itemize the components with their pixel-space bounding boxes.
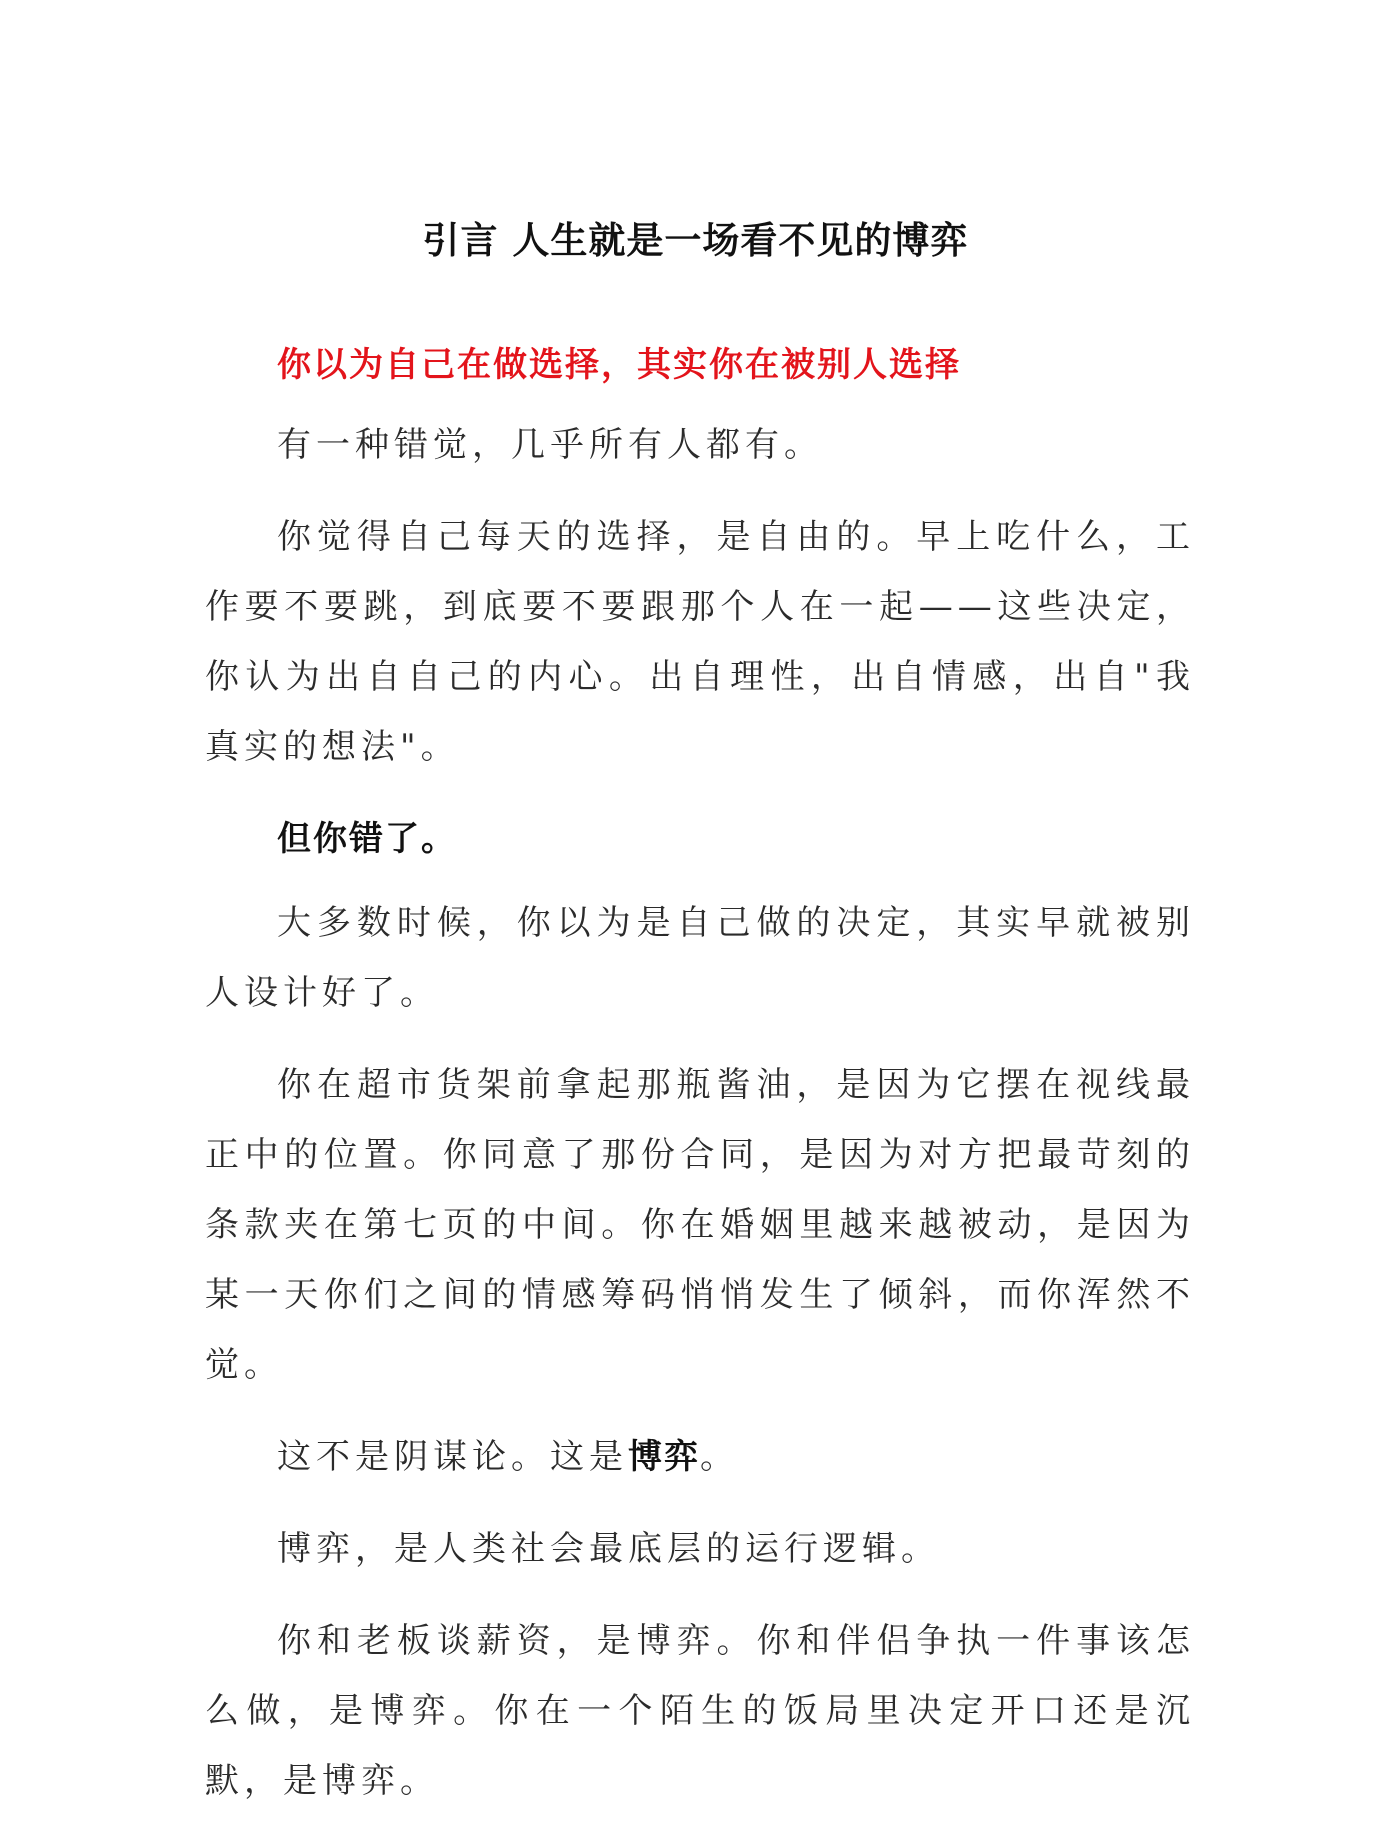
document-body xyxy=(205,330,1195,1838)
paragraph: 你在超市货架前拿起那瓶酱油，是因为它摆在视线最正中的位置。你同意了那份合同，是因为对方把最苛刻的条款夹在第七页的中间。你在婚姻里越来越被动，是因为某一天你们之间的情感筹码悄悄发生了倾斜，而你浑然不觉。 xyxy=(205,1065,1195,1385)
paragraph: 大多数时候，你以为是自己做的决定，其实早就被别人设计好了。 xyxy=(205,903,1195,1013)
paragraph xyxy=(205,1422,1195,1492)
page-title: 引言 人生就是一场看不见的博弈 xyxy=(422,219,969,262)
paragraph-text: 这不是阴谋论。这是 xyxy=(277,1437,628,1477)
paragraph: 你和老板谈薪资，是博弈。你和伴侣争执一件事该怎么做，是博弈。你在一个陌生的饭局里决定开口还是沉默，是博弈。 xyxy=(205,1621,1195,1801)
paragraph: 你觉得自己每天的选择，是自由的。早上吃什么，工作要不要跳，到底要不要跟那个人在一起——这些决定，你认为出自自己的内心。出自理性，出自情感，出自"我真实的想法"。 xyxy=(205,517,1195,767)
emphasis-paragraph: 但你错了。 xyxy=(277,819,457,859)
bold-keyword: 博弈 xyxy=(628,1437,700,1477)
section-subtitle: 你以为自己在做选择，其实你在被别人选择 xyxy=(277,345,961,385)
paragraph-text: 。 xyxy=(700,1437,739,1477)
paragraph: 博弈，是人类社会最底层的运行逻辑。 xyxy=(277,1529,940,1569)
paragraph: 有一种错觉，几乎所有人都有。 xyxy=(277,425,823,465)
